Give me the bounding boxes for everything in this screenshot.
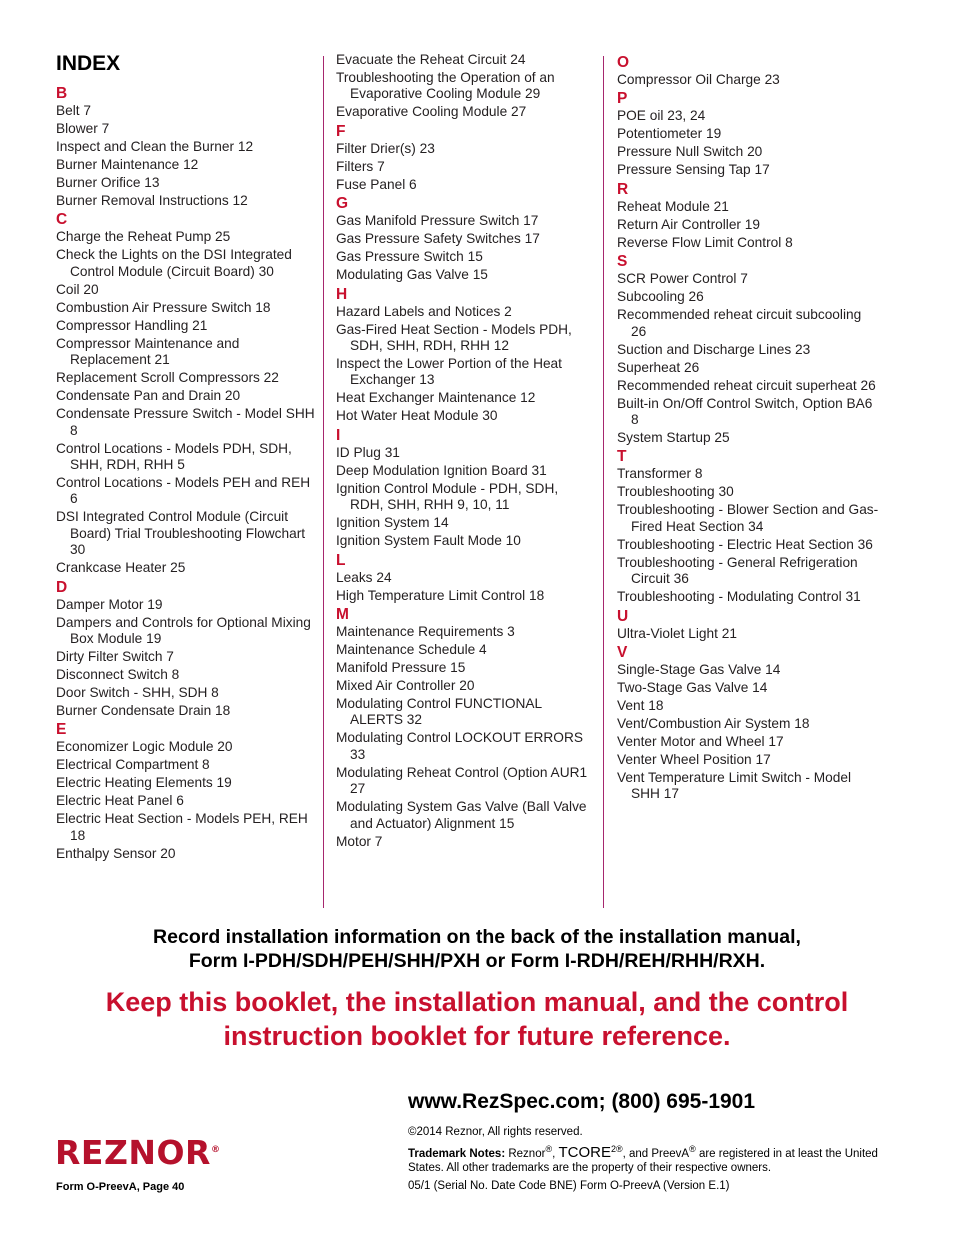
index-entry: Modulating Control FUNCTIONAL ALERTS 32 — [336, 696, 542, 728]
index-entry: Gas Pressure Safety Switches 17 — [336, 231, 540, 247]
index-entry: Vent/Combustion Air System 18 — [617, 716, 810, 732]
index-entry: Ignition System Fault Mode 10 — [336, 533, 521, 549]
index-letter-heading: V — [617, 644, 628, 662]
trademark-label: Trademark Notes: — [408, 1147, 506, 1160]
index-entry: Transformer 8 — [617, 466, 703, 482]
index-entry: DSI Integrated Control Module (Circuit Board) Trial Troubleshooting Flowchart 30 — [56, 509, 306, 558]
index-letter-heading: T — [617, 448, 627, 466]
index-entry: Single-Stage Gas Valve 14 — [617, 662, 781, 678]
index-column-body — [56, 85, 318, 862]
index-entry: Reverse Flow Limit Control 8 — [617, 234, 793, 250]
index-letter-heading: P — [617, 90, 628, 108]
index-entry: Door Switch - SHH, SDH 8 — [56, 685, 219, 701]
index-entry: Built-in On/Off Control Switch, Option BA6 8 — [617, 395, 873, 428]
index-entry: Belt 7 — [56, 103, 92, 118]
index-entry: Electric Heat Panel 6 — [56, 793, 184, 809]
index-entry: Recommended reheat circuit subcooling 26 — [617, 307, 862, 339]
index-entry: Modulating Gas Valve 15 — [336, 267, 488, 283]
index-entry: Gas-Fired Heat Section - Models PDH, SDH, SHH, RDH, RHH 12 — [336, 321, 572, 354]
index-entry: Compressor Maintenance and Replacement 21 — [56, 335, 240, 368]
index-column-body — [617, 54, 879, 803]
index-entry: Superheat 26 — [617, 359, 700, 375]
index-entry: Deep Modulation Ignition Board 31 — [336, 462, 547, 478]
index-entry: Filters 7 — [336, 158, 385, 174]
keep-booklet-notice — [0, 985, 954, 1053]
logo-text: REZNOR — [55, 1133, 211, 1172]
index-entry: Ultra-Violet Light 21 — [617, 625, 737, 641]
index-letter-heading: D — [56, 578, 68, 596]
index-entry: Combustion Air Pressure Switch 18 — [56, 299, 271, 315]
index-column-body — [336, 52, 594, 850]
record-notice-line-1: Record installation information on the back of the installation manual, — [153, 926, 801, 948]
index-entry: Return Air Controller 19 — [617, 216, 761, 232]
index-entry: Electric Heat Section - Models PEH, REH 18 — [56, 811, 308, 843]
index-letter-heading: I — [336, 426, 341, 444]
index-entry: Crankcase Heater 25 — [56, 560, 186, 576]
index-entry: Enthalpy Sensor 20 — [56, 845, 176, 861]
index-column-1 — [56, 52, 318, 864]
index-entry: Gas Pressure Switch 15 — [336, 249, 483, 265]
index-entry: Blower 7 — [56, 121, 110, 136]
index-entry: Two-Stage Gas Valve 14 — [617, 680, 768, 696]
index-letter-heading: M — [336, 606, 349, 624]
index-letter-heading: O — [617, 54, 630, 71]
index-entry: Filter Drier(s) 23 — [336, 140, 435, 156]
index-entry: Hot Water Heat Module 30 — [336, 408, 498, 424]
index-column-3 — [617, 52, 879, 804]
index-entry: Reheat Module 21 — [617, 198, 729, 214]
index-entry: Pressure Sensing Tap 17 — [617, 162, 770, 178]
index-entry: Coil 20 — [56, 281, 99, 297]
index-entry: Leaks 24 — [336, 569, 392, 585]
column-divider — [603, 56, 604, 908]
index-entry: Maintenance Schedule 4 — [336, 642, 487, 658]
reznor-logo — [55, 1130, 220, 1173]
index-letter-heading: F — [336, 122, 346, 140]
index-entry: Disconnect Switch 8 — [56, 667, 180, 683]
index-letter-heading: C — [56, 211, 68, 229]
index-letter-heading: G — [336, 195, 349, 213]
index-entry: Subcooling 26 — [617, 289, 704, 305]
index-entry: Hazard Labels and Notices 2 — [336, 303, 512, 319]
index-entry: Control Locations - Models PDH, SDH, SHH, RDH, RHH 5 — [56, 440, 292, 473]
index-entry: High Temperature Limit Control 18 — [336, 587, 545, 603]
reg-mark: ® — [545, 1144, 553, 1154]
index-entry: Modulating Reheat Control (Option AUR1 27 — [336, 764, 588, 797]
index-entry: Troubleshooting - Electric Heat Section 36 — [617, 536, 873, 552]
reg-mark: ® — [689, 1144, 696, 1154]
index-entry: Gas Manifold Pressure Switch 17 — [336, 213, 539, 229]
index-entry: Dampers and Controls for Optional Mixing Box Module 19 — [56, 614, 311, 647]
trademark-preeva: and PreevA — [629, 1147, 690, 1160]
index-entry: Compressor Oil Charge 23 — [617, 72, 780, 87]
index-letter-heading: U — [617, 607, 629, 625]
index-entry: Troubleshooting - Modulating Control 31 — [617, 589, 861, 605]
index-entry: Suction and Discharge Lines 23 — [617, 341, 811, 357]
index-entry: Mixed Air Controller 20 — [336, 678, 475, 694]
index-entry: ID Plug 31 — [336, 444, 400, 460]
index-entry: Burner Maintenance 12 — [56, 157, 199, 172]
index-entry: POE oil 23, 24 — [617, 108, 706, 124]
index-entry: Vent 18 — [617, 698, 664, 714]
index-entry: Maintenance Requirements 3 — [336, 624, 515, 640]
index-letter-heading: E — [56, 721, 67, 739]
index-entry: Recommended reheat circuit superheat 26 — [617, 377, 876, 393]
index-entry: Venter Motor and Wheel 17 — [617, 734, 784, 750]
serial-date-code: 05/1 (Serial No. Date Code BNE) Form O-PreevA (Version E.1) — [408, 1180, 730, 1192]
index-entry: Ignition System 14 — [336, 515, 449, 531]
index-entry: Charge the Reheat Pump 25 — [56, 229, 231, 245]
index-entry: Troubleshooting - General Refrigeration Circuit 36 — [617, 554, 858, 587]
record-notice-line-2: Form I-PDH/SDH/PEH/SHH/PXH or Form I-RDH/REH/RHH/RXH. — [188, 950, 766, 972]
keep-notice-line-2: instruction booklet for future reference. — [223, 1021, 731, 1051]
index-entry: Burner Orifice 13 — [56, 175, 160, 190]
index-entry: Control Locations - Models PEH and REH 6 — [56, 475, 311, 507]
index-entry: Dirty Filter Switch 7 — [56, 649, 174, 665]
trademark-notes: Trademark Notes: Reznor®, $TCORE^{2®}$, and PreevA® are registered in at least the United States. All other trademarks are the property of their respective owners. — [408, 1143, 878, 1174]
index-entry: Troubleshooting 30 — [617, 484, 734, 500]
trademark-rest: are registered in at least the United States. All other trademarks are the property of their respective owners. — [408, 1147, 878, 1174]
index-entry: Compressor Handling 21 — [56, 317, 208, 333]
index-entry: Motor 7 — [336, 833, 383, 849]
index-title: INDEX — [56, 52, 121, 75]
index-entry: Troubleshooting the Operation of an Evaporative Cooling Module 29 — [336, 70, 555, 102]
column-divider — [323, 56, 324, 908]
record-installation-notice — [0, 925, 954, 973]
index-letter-heading: B — [56, 85, 68, 102]
index-entry: Evacuate the Reheat Circuit 24 — [336, 52, 526, 67]
index-entry: Vent Temperature Limit Switch - Model SHH 17 — [617, 770, 852, 802]
index-entry: Inspect the Lower Portion of the Heat Exchanger 13 — [336, 356, 562, 388]
index-entry: SCR Power Control 7 — [617, 271, 748, 287]
index-entry: Burner Removal Instructions 12 — [56, 193, 248, 208]
index-entry: Condensate Pressure Switch - Model SHH 8 — [56, 406, 315, 438]
index-column-2 — [336, 52, 594, 852]
index-entry: Condensate Pan and Drain 20 — [56, 388, 241, 404]
index-entry: Economizer Logic Module 20 — [56, 739, 233, 755]
index-entry: Electrical Compartment 8 — [56, 757, 210, 773]
index-letter-heading: L — [336, 551, 346, 569]
index-letter-heading: H — [336, 285, 348, 303]
index-entry: System Startup 25 — [617, 430, 730, 446]
index-entry: Potentiometer 19 — [617, 126, 722, 142]
index-entry: Heat Exchanger Maintenance 12 — [336, 390, 536, 406]
index-letter-heading: R — [617, 180, 629, 198]
tcore-superscript: 2® — [610, 1144, 623, 1154]
index-entry: Manifold Pressure 15 — [336, 660, 466, 676]
index-entry: Electric Heating Elements 19 — [56, 775, 232, 791]
index-entry: Ignition Control Module - PDH, SDH, RDH, SHH, RHH 9, 10, 11 — [336, 480, 559, 513]
index-letter-heading: S — [617, 253, 628, 271]
index-entry: Burner Condensate Drain 18 — [56, 703, 231, 719]
index-entry: Modulating System Gas Valve (Ball Valve and Actuator) Alignment 15 — [336, 799, 587, 831]
index-entry: Venter Wheel Position 17 — [617, 752, 771, 768]
index-entry: Inspect and Clean the Burner 12 — [56, 139, 254, 154]
logo-reg-mark: ® — [210, 1145, 221, 1155]
index-entry: Damper Motor 19 — [56, 596, 163, 612]
index-entry: Troubleshooting - Blower Section and Gas-Fired Heat Section 34 — [617, 502, 879, 534]
copyright: ©2014 Reznor, All rights reserved. — [408, 1126, 583, 1138]
website-and-phone: www.RezSpec.com; (800) 695-1901 — [408, 1090, 756, 1113]
index-entry: Pressure Null Switch 20 — [617, 144, 763, 160]
index-entry: Modulating Control LOCKOUT ERRORS 33 — [336, 730, 583, 762]
keep-notice-line-1: Keep this booklet, the installation manual, and the control — [105, 987, 849, 1017]
index-entry: Fuse Panel 6 — [336, 176, 417, 192]
trademark-reznor: Reznor — [508, 1147, 546, 1160]
index-entry: Check the Lights on the DSI Integrated Control Module (Circuit Board) 30 — [56, 247, 292, 279]
trademark-tcore: TCORE — [558, 1143, 611, 1161]
index-entry: Evaporative Cooling Module 27 — [336, 104, 527, 120]
index-entry: Replacement Scroll Compressors 22 — [56, 370, 279, 386]
form-page-number: Form O-PreevA, Page 40 — [56, 1181, 185, 1193]
